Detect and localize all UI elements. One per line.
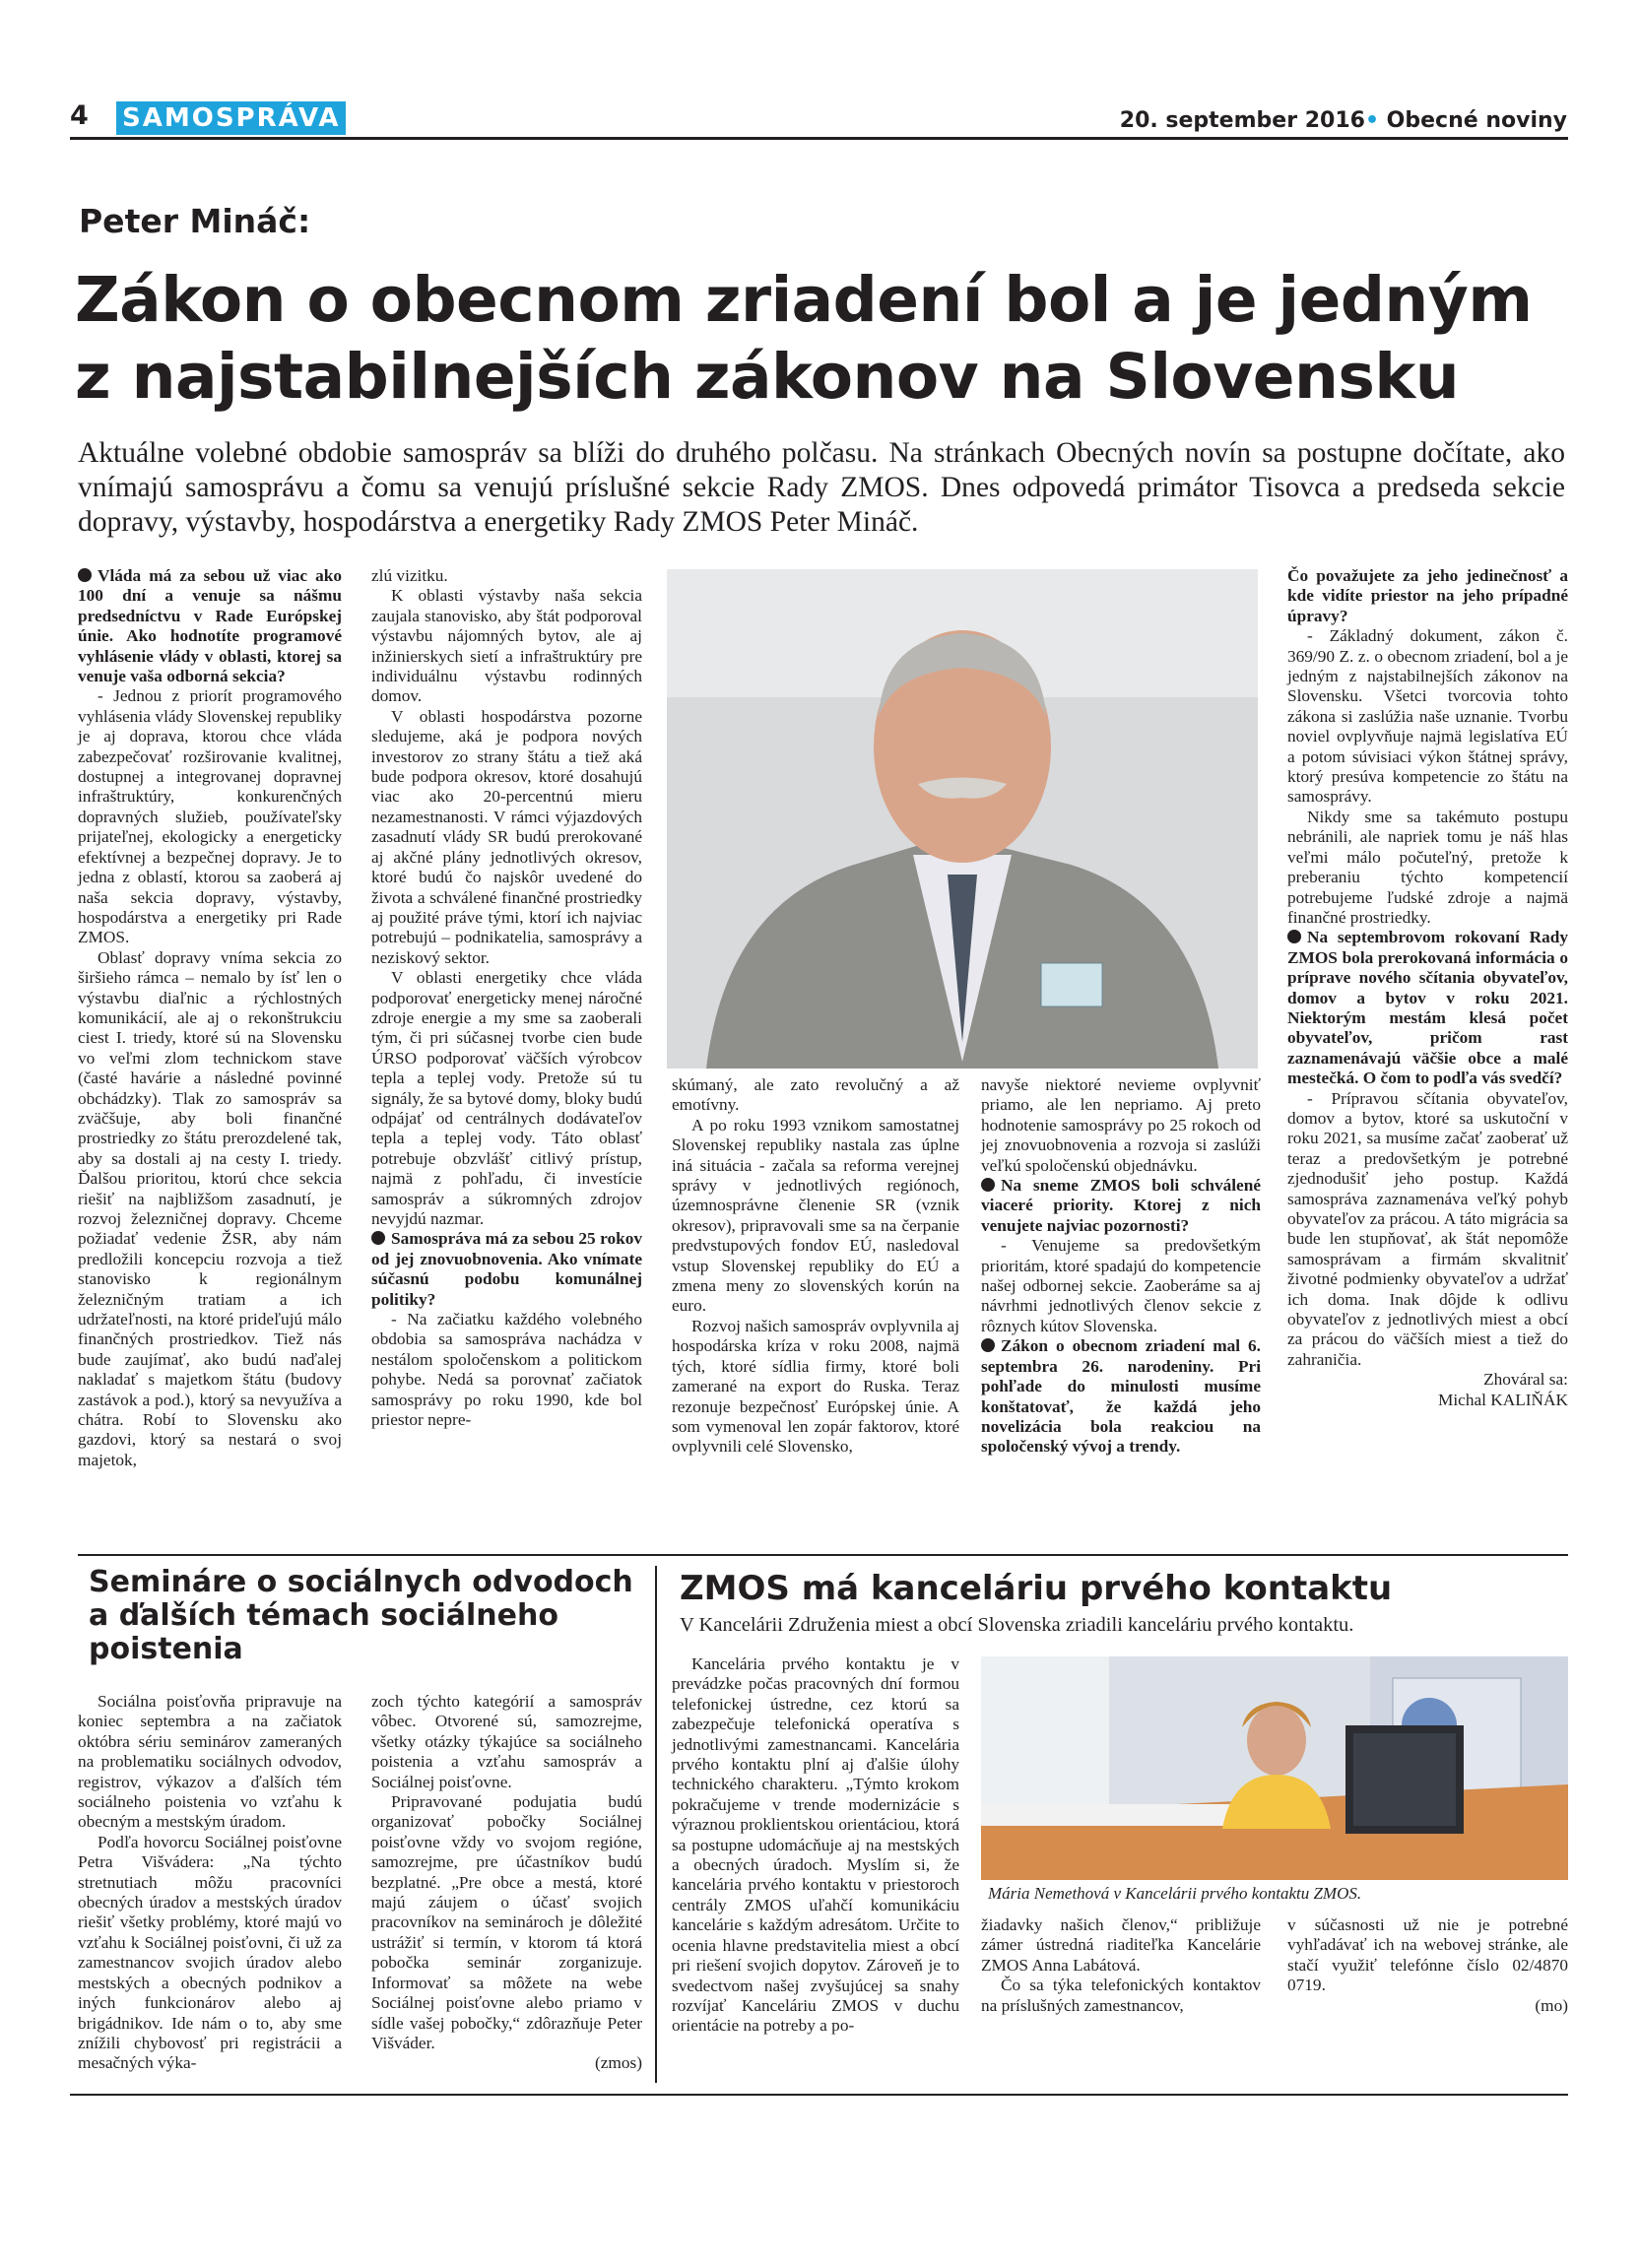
paragraph: [672, 1317, 959, 1458]
paragraph: [981, 1236, 1261, 1336]
paragraph: [1287, 626, 1568, 808]
article1-col1: [78, 566, 342, 1470]
paragraph-text: - Na začiatku každého volebného obdobia sa samospráva nachádza v nestálom spoločenskom a politickom pohybe. Nedá sa porovnať začiatok samosprávy po roku 1990, kde bol priestor nepre-: [371, 1310, 642, 1430]
article2-col2: [371, 1692, 642, 2074]
paragraph-text: skúmaný, ale zato revolučný a až emotívny.: [672, 1075, 959, 1115]
paragraph-text: Michal KALIŇÁK: [1438, 1390, 1568, 1409]
paragraph: [371, 586, 642, 706]
page-bottom-rule: [70, 2094, 1568, 2096]
article1-col5: [1287, 566, 1568, 1410]
paragraph-text: Zákon o obecnom zriadení mal 6. septembra 26. narodeniny. Pri pohľade do minulosti musíme konštatovať, že každá jeho novelizácia bola reakciou na spoločenský vývoj a trendy.: [981, 1336, 1261, 1457]
bullet-icon: [371, 1231, 385, 1245]
interview-question: [371, 1229, 642, 1310]
paragraph: [1287, 1915, 1568, 1996]
header-rule: [70, 137, 1568, 140]
masthead-info: [1120, 108, 1567, 134]
interview-question: [1287, 566, 1568, 626]
paragraph-text: K oblasti výstavby naša sekcia zaujala stanovisko, aby štát podporoval výstavbu nájomných bytov, ale aj inžinierskych sietí a infraštruktúry pre individuálnu výstavbu rodinných domov.: [371, 586, 642, 706]
paragraph-text: (zmos): [595, 2053, 642, 2073]
paragraph: [981, 1075, 1261, 1176]
article3-col2: [981, 1915, 1261, 2016]
paragraph: [371, 1792, 642, 2053]
office-photo: [981, 1656, 1568, 1880]
paragraph: [371, 707, 642, 968]
bullet-icon: [981, 1338, 995, 1352]
portrait-illustration: [667, 569, 1258, 1069]
paragraph-text: - Jednou z priorít programového vyhlásenia vlády Slovenskej republiky je aj doprava, ktorou chce vláda zabezpečovať rozširovanie kvalitnej, dostupnej a integrovanej dopravnej infraštruktúry, konkurenčných dopravných služieb, používateľsky prijateľnej, ekologicky a energeticky efektívnej a bezpečnej dopravy. Je to jedna z oblastí, ktorou sa zaoberá aj naša sekcia dopravy, výstavby, hospodárstva a energetiky pri Rade ZMOS.: [78, 686, 342, 947]
portrait-photo: [667, 569, 1258, 1069]
paragraph: [78, 686, 342, 947]
bullet-icon: [78, 568, 92, 582]
paragraph-text: V oblasti hospodárstva pozorne sledujeme, aká je podpora nových investorov zo strany štátu a tiež aká bude podpora okresov, ktoré dosahujú viac ako 20-percentnú mieru nezamestnanosti. V rámci výjazdových zasadnutí vlády SR budú prerokované aj akčné plány jednotlivých okresov, ktoré budú čo najskôr uvedené do života a schválené finančné prostriedky aj použité práve tými, ktorí ich najviac potrebujú – podnikatelia, samosprávy a neziskový sektor.: [371, 706, 642, 967]
interview-question: [981, 1336, 1261, 1457]
paragraph-text: Kancelária prvého kontaktu je v prevádzke počas pracovných dní formou telefonickej ústredne, cez ktorú sa zabezpečuje telefonická operatíva s jednotlivými zamestnancami. Kancelária prvého kontaktu plní aj ďalšie úlohy technického charakteru. „Týmto krokom pokračujeme v trende modernizácie s výraznou proklientskou orientáciou, ktorá sa postupne udomácňuje aj na mestských a obecných úradoch. Myslím si, že kancelária prvého kontaktu v priestoroch centrály ZMOS uľahčí komunikáciu kancelárie s každým adresátom. Určite to ocenia hlavne predstavitelia miest a obcí pri riešení svojich dopytov. Zároveň je to svedectvom našej zvyšujúcej sa snahy rozvíjať Kanceláriu ZMOS v duchu orientácie na potreby a po-: [672, 1654, 959, 2036]
paragraph-text: navyše niektoré nevieme ovplyvniť priamo, ale len nepriamo. Aj preto hodnotenie samosprávy po 25 rokoch od jej znovuobnovenia a rozvoja si zaslúži veľkú spoločenskú objednávku.: [981, 1075, 1261, 1175]
paragraph: [371, 566, 642, 586]
paragraph: [78, 1692, 342, 1833]
article1-bottom-rule: [78, 1554, 1568, 1556]
article3-headline: ZMOS má kanceláriu prvého kontaktu: [680, 1569, 1393, 1608]
paragraph-text: Sociálna poisťovňa pripravuje na koniec septembra a na začiatok októbra sériu seminárov zameraných na problematiku sociálnych odvodov, registrov, výkazov a ďalších tém sociálneho poistenia vo vzťahu k obecným a mestským úradom.: [78, 1692, 342, 1832]
paragraph-text: - Prípravou sčítania obyvateľov, domov a bytov, ktoré sa uskutoční v roku 2021, sa musíme začať zaoberať už teraz a predovšetkým je potrebné zjednodušiť jeho postup. Každá samospráva zaznamenáva veľký pohyb obyvateľov za prácou. A táto migrácia sa bude len stupňovať, ak štát nepomôže samosprávam a firmám skvalitniť životné podmienky obyvateľov a udržať ich doma. Inak dôjde k odlivu obyvateľov z jednotlivých miest a obcí za prácou do väčších miest a tiež do zahraničia.: [1287, 1088, 1568, 1369]
article1-col4: [981, 1075, 1261, 1458]
article-kicker: Peter Mináč:: [79, 202, 311, 240]
paragraph-text: - Venujeme sa predovšetkým prioritám, ktoré spadajú do kompetencie našej odbornej sekcie. Zaoberáme sa aj návrhmi jednotlivých členov sekcie z rôznych kútov Slovenska.: [981, 1236, 1261, 1335]
paragraph: [672, 1116, 959, 1317]
paper-name: Obecné noviny: [1386, 108, 1567, 133]
article1-col2: [371, 566, 642, 1430]
page-number: 4: [70, 100, 89, 131]
byline: [1287, 1370, 1568, 1390]
interview-question: [78, 566, 342, 686]
paragraph-text: Vláda má za sebou už viac ako 100 dní a venuje sa nášmu predsedníctvu v Rade Európskej únie. Ako hodnotíte programové vyhlásenie vlády v oblasti, ktorej sa venuje vaša odborná sekcia?: [78, 566, 342, 686]
paragraph: [672, 1654, 959, 2037]
paragraph: [981, 1976, 1261, 2016]
article1-col3: [672, 1075, 959, 1458]
article3-col1: [672, 1654, 959, 2037]
issue-date: 20. september 2016: [1119, 108, 1365, 133]
paragraph-text: Čo sa týka telefonických kontaktov na príslušných zamestnancov,: [981, 1976, 1261, 2015]
byline: [371, 2053, 642, 2073]
paragraph-text: Na septembrovom rokovaní Rady ZMOS bola prerokovaná informácia o príprave nového sčítania obyvateľov, domov a bytov v roku 2021. Niektorým mestám klesá počet obyvateľov, pričom rast zaznamenávajú väčšie obce a malé mestečká. O čom to podľa vás svedčí?: [1287, 928, 1568, 1088]
paragraph-text: Nikdy sme sa takémuto postupu nebránili, ale napriek tomu je náš hlas veľmi málo počuteľný, pretože k preberaniu týchto kompetencií potrebujeme ľudské zdroje a najmä finančné prostriedky.: [1287, 807, 1568, 927]
office-illustration: [981, 1656, 1568, 1880]
bullet-icon: [1287, 930, 1301, 943]
paragraph-text: Samospráva má za sebou 25 rokov od jej znovuobnovenia. Ako vnímate súčasnú podobu komunálnej politiky?: [371, 1229, 642, 1309]
bullet-icon: [981, 1178, 995, 1192]
paragraph-text: Čo považujete za jeho jedinečnosť a kde vidíte priestor na jeho prípadné úpravy?: [1287, 566, 1568, 625]
paragraph-text: v súčasnosti už nie je potrebné vyhľadávať ich na webovej stránke, ale stačí využiť telefónne číslo 02/4870 0719.: [1287, 1915, 1568, 1995]
paragraph: [1287, 1089, 1568, 1371]
paragraph-text: žiadavky našich členov,“ približuje zámer ústredná riaditeľka Kancelárie ZMOS Anna Labátová.: [981, 1915, 1261, 1975]
paragraph-text: (mo): [1535, 1995, 1568, 2015]
paragraph-text: Zhováral sa:: [1483, 1370, 1568, 1390]
paragraph: [981, 1915, 1261, 1976]
article2-col1: [78, 1692, 342, 2074]
photo-caption: Mária Nemethová v Kancelárii prvého kontaktu ZMOS.: [988, 1884, 1362, 1903]
paragraph-text: zoch týchto kategórií a samospráv vôbec. Otvorené sú, samozrejme, všetky otázky týkajúce sa sociálneho poistenia a vzťahu samospráv a Sociálnej poisťovne.: [371, 1692, 642, 1791]
headline-line-1: Zákon o obecnom zriadení bol a je jedným: [75, 264, 1533, 336]
article3-subhead: V Kancelárii Združenia miest a obcí Slovenska zriadili kanceláriu prvého kontaktu.: [680, 1614, 1354, 1636]
paragraph: [78, 1833, 342, 2074]
paragraph-text: - Základný dokument, zákon č. 369/90 Z. z. o obecnom zriadení, bol a je jedným z najstabilnejších zákonov na Slovensku. Všetci tvorcovia tohto zákona si zaslúžia naše uznanie. Tvorbu noviel ovplyvňuje najmä legislatíva EÚ a potom súvisiaci výkon štátnej správy, ktorý presúva kompetencie zo štátu na samosprávy.: [1287, 626, 1568, 807]
article-lead: Aktuálne volebné obdobie samospráv sa blíži do druhého polčasu. Na stránkach Obecných novín sa postupne dočítate, ako vnímajú samosprávu a čomu sa venujú príslušné sekcie Rady ZMOS. Dnes odpovedá primátor Tisovca a predseda sekcie dopravy, výstavby, hospodárstva a energetiky Rady ZMOS Peter Mináč.: [78, 437, 1565, 538]
column-divider: [655, 1566, 657, 2083]
paragraph-text: Na sneme ZMOS boli schválené viaceré priority. Ktorej z nich venujete najviac pozornosti?: [981, 1176, 1261, 1235]
article2-headline: [89, 1566, 640, 1666]
paragraph-text: V oblasti energetiky chce vláda podporovať energeticky menej náročné zdroje energie a my sme sa zaoberali tým, či pri súčasnej tvorbe cien bude ÚRSO podporovať väčších výrobcov tepla a teplej vody. Pretože sú tu signály, že sa bytové domy, bloky budú odpájať od centrálnych dodávateľov tepla a teplej vody. Táto oblasť potrebuje obzvlášť citlivý prístup, najmä z pohľadu, či investície samospráv a súkromných zdrojov nevyjdú nazmar.: [371, 968, 642, 1228]
interview-question: [981, 1176, 1261, 1236]
byline: [1287, 1391, 1568, 1410]
masthead-bullet: •: [1364, 108, 1379, 133]
paragraph: [371, 1310, 642, 1430]
paragraph-text: zlú vizitku.: [371, 566, 448, 585]
paragraph: [1287, 808, 1568, 928]
paragraph: [672, 1075, 959, 1116]
paragraph-text: Oblasť dopravy vníma sekcia zo širšieho rámca – nemalo by ísť len o výstavbu diaľnic a rýchlostných komunikácií, ale aj o rekonštrukciu ciest I. triedy, ktoré sú na Slovensku vo veľmi zlom technickom stave (časté havárie a následné povinné obchádzky). Tlak zo samospráv sa zväčšuje, aby boli finančné prostriedky zo štátu prerozdelené tak, aby sa dostali aj na cesty I. triedy. Ďalšou prioritou, ktorú chce sekcia riešiť na najbližšom zasadnutí, je rozvoj železničnej dopravy. Chceme požiadať vedenie ŽSR, aby nám predložili koncepciu rozvoja a tiež stanovisko k regionálnym železničným tratiam a ich udržateľnosti, na ktoré prideľujú málo finančných prostriedkov. Tiež nás bude zaujímať, ako budú naďalej nakladať s majetkom štátu (budovy zastávok a pod.), ktorý sa nevyužíva a chátra. Robí to Slovensku ako gazdovi, ktorý sa nestará o svoj majetok,: [78, 947, 342, 1469]
headline-line-2: z najstabilnejších zákonov na Slovensku: [75, 341, 1460, 413]
paragraph-text: Rozvoj našich samospráv ovplyvnila aj hospodárska kríza v roku 2008, najmä tých, ktoré sídlia firmy, ktoré boli zamerané na export do Ruska. Teraz rezonuje bezpečnosť Európskej únie. A som vymenoval len zopár faktorov, ktoré ovplyvnili celé Slovensko,: [672, 1316, 959, 1457]
paragraph: [371, 1692, 642, 1792]
article2-headline-line-2: a ďalších témach sociálneho: [89, 1598, 558, 1633]
article2-headline-line-3: poistenia: [89, 1632, 243, 1666]
interview-question: [1287, 928, 1568, 1088]
byline: [1287, 1996, 1568, 2016]
article-headline: [75, 262, 1572, 416]
article2-headline-line-1: Semináre o sociálnych odvodoch: [89, 1565, 633, 1599]
paragraph: [78, 948, 342, 1471]
article3-col3: [1287, 1915, 1568, 2016]
paragraph-text: Podľa hovorcu Sociálnej poisťovne Petra Višvádera: „Na týchto stretnutiach môžu pracovníci obecných úradov a mestských úradov riešiť všetky problémy, ktoré majú vo vzťahu k Sociálnej poisťovni, či už za zamestnancov svojich úradov alebo mestských a obecných podnikov a iných funkcionárov alebo aj brigádnikov. Ide nám o to, aby sme znížili chybovosť pri registrácii a mesačných výka-: [78, 1832, 342, 2073]
section-label: SAMOSPRÁVA: [116, 101, 346, 135]
paragraph-text: Pripravované podujatia budú organizovať pobočky Sociálnej poisťovne vždy vo svojom regióne, samozrejme, pre účastníkov budú bezplatné. „Pre obce a mestá, ktoré majú záujem o účasť svojich pracovníkov na seminároch je dôležité ustrážiť si termín, v ktorom tá ktorá pobočka seminár zorganizuje. Informovať sa môžete na webe Sociálnej poisťovne alebo priamo v sídle vašej pobočky,“ zdôrazňuje Peter Višváder.: [371, 1792, 642, 2052]
paragraph-text: A po roku 1993 vznikom samostatnej Slovenskej republiky nastala zas úplne iná situácia - začala sa reforma verejnej správy v jednotlivých regiónoch, územnosprávne členenie SR (vznik okresov), pripravovali sme sa na čerpanie predvstupových fondov EÚ, nasledoval vstup Slovenskej republiky do EÚ a zmena meny zo slovenských korún na euro.: [672, 1115, 959, 1316]
paragraph: [371, 968, 642, 1229]
